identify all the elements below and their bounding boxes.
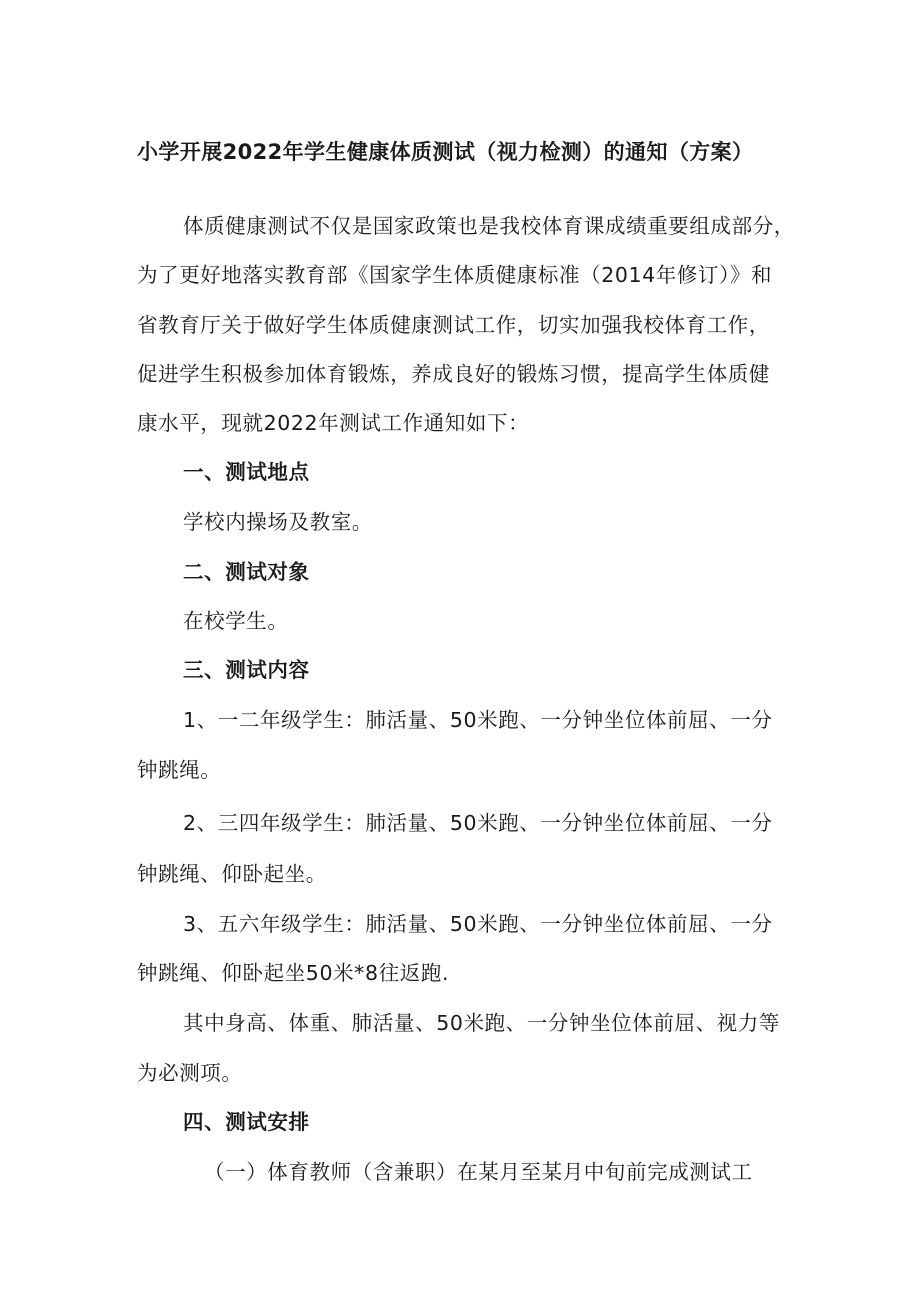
- section-3-heading: 三、测试内容: [183, 658, 310, 682]
- section-3-note-line-2: 为必测项。: [137, 1061, 243, 1085]
- intro-line-5: 康水平，现就2022年测试工作通知如下：: [137, 411, 530, 435]
- document-title: 小学开展2022年学生健康体质测试（视力检测）的通知（方案）: [137, 140, 754, 164]
- section-2-heading: 二、测试对象: [183, 560, 310, 584]
- section-3-item-3-line-2: 钟跳绳、仰卧起坐50米*8往返跑.: [137, 961, 450, 985]
- section-1-heading: 一、测试地点: [183, 460, 310, 484]
- section-3-item-1-line-2: 钟跳绳。: [137, 758, 222, 782]
- section-3-note-line-1: 其中身高、体重、肺活量、50米跑、一分钟坐位体前屈、视力等: [183, 1011, 780, 1035]
- section-3-item-1-line-1: 1、一二年级学生：肺活量、50米跑、一分钟坐位体前屈、一分: [183, 708, 773, 732]
- section-3-item-2-line-2: 钟跳绳、仰卧起坐。: [137, 862, 327, 886]
- section-1-body: 学校内操场及教室。: [183, 510, 373, 534]
- intro-line-3: 省教育厅关于做好学生体质健康测试工作，切实加强我校体育工作，: [137, 313, 770, 337]
- section-3-item-2-line-1: 2、三四年级学生：肺活量、50米跑、一分钟坐位体前屈、一分: [183, 811, 773, 835]
- intro-line-2: 为了更好地落实教育部《国家学生体质健康标准（2014年修订）》和: [137, 263, 773, 287]
- section-4-heading: 四、测试安排: [183, 1110, 310, 1134]
- section-2-body: 在校学生。: [183, 609, 289, 633]
- intro-line-4: 促进学生积极参加体育锻炼，养成良好的锻炼习惯，提高学生体质健: [137, 362, 770, 386]
- section-3-item-3-line-1: 3、五六年级学生：肺活量、50米跑、一分钟坐位体前屈、一分: [183, 912, 773, 936]
- section-4-item-1: （一）体育教师（含兼职）在某月至某月中旬前完成测试工: [204, 1160, 753, 1184]
- intro-line-1: 体质健康测试不仅是国家政策也是我校体育课成绩重要组成部分，: [183, 214, 795, 238]
